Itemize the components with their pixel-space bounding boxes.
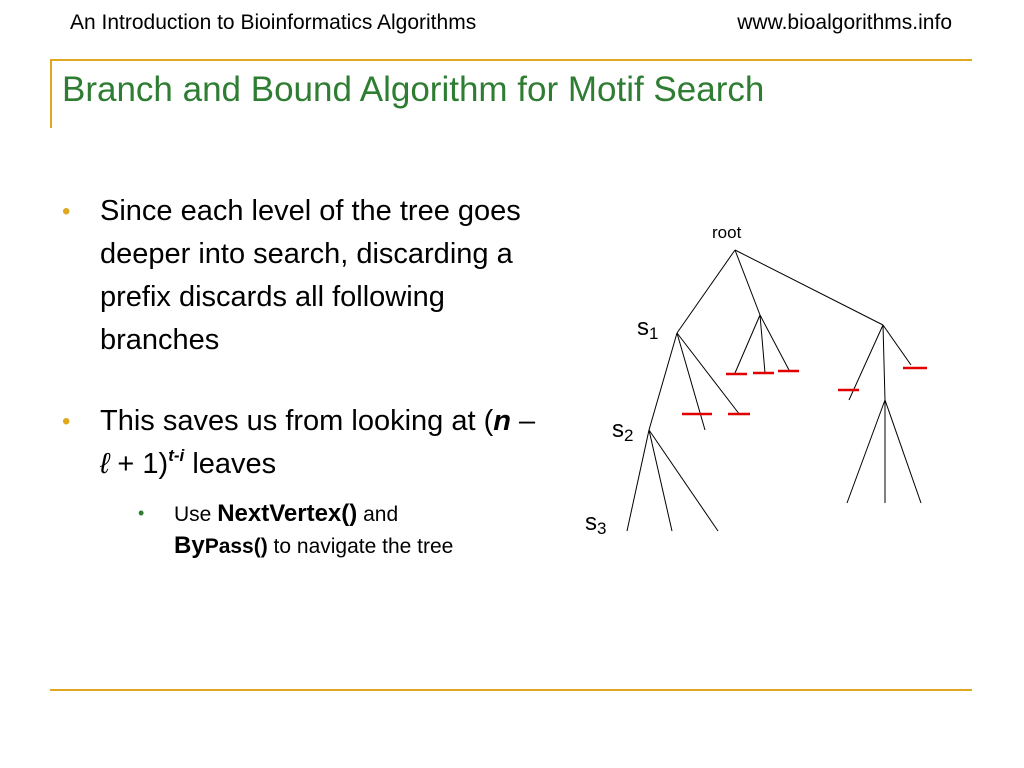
bullet-text-suffix: leaves — [184, 448, 277, 480]
slide-title: Branch and Bound Algorithm for Motif Search — [62, 70, 765, 109]
bullet-list — [62, 190, 552, 562]
tree-edge — [677, 250, 735, 333]
root-label: root — [712, 223, 742, 242]
tree-edge — [883, 325, 885, 400]
bullet-text-prefix: This saves us from looking at ( — [100, 405, 494, 437]
tree-edge — [883, 325, 911, 365]
formula-n: n — [493, 405, 511, 437]
title-side-bar — [50, 59, 52, 128]
tree-edge — [649, 333, 677, 430]
sub-bullet-dot-icon: • — [138, 503, 145, 523]
tree-edge — [649, 430, 672, 531]
header-course-title: An Introduction to Bioinformatics Algorithms — [70, 11, 477, 34]
tree-edges — [627, 250, 921, 531]
sub-pass: Pass() — [204, 535, 268, 558]
level-label-s3: s3 — [585, 509, 607, 538]
sub-bullet-item — [138, 498, 552, 562]
sub-nextvertex: NextVertex() — [217, 500, 358, 527]
search-tree-diagram — [565, 215, 975, 560]
formula-minus: – — [510, 405, 536, 437]
tree-edge — [649, 430, 718, 531]
header-website: www.bioalgorithms.info — [737, 11, 952, 34]
formula-ell: ℓ — [100, 448, 110, 480]
bullet-dot-icon: • — [62, 408, 71, 435]
top-divider — [50, 59, 972, 61]
formula-exponent: t-i — [168, 446, 185, 465]
sub-use: Use — [174, 503, 218, 526]
tree-edge — [735, 250, 883, 325]
tree-edge — [735, 315, 760, 373]
bullet-dot-icon: • — [62, 198, 71, 225]
bottom-divider — [50, 689, 972, 691]
tree-edge — [677, 333, 705, 430]
tree-edge — [735, 250, 760, 315]
bullet-item — [62, 400, 552, 562]
level-label-s2: s2 — [612, 416, 634, 445]
sub-rest: to navigate the tree — [267, 535, 454, 558]
bullet-item — [62, 190, 552, 362]
bullet-text: Since each level of the tree goes deeper into search, discarding a prefix discards all following branches — [100, 195, 521, 356]
formula-plus: + 1) — [109, 448, 169, 480]
level-label-s1: s1 — [637, 314, 659, 343]
tree-edge — [885, 400, 921, 503]
pruned-branch-marks — [682, 368, 927, 414]
tree-edge — [847, 400, 885, 503]
sub-by: By — [174, 532, 205, 559]
sub-and: and — [357, 503, 399, 526]
tree-edge — [627, 430, 649, 531]
